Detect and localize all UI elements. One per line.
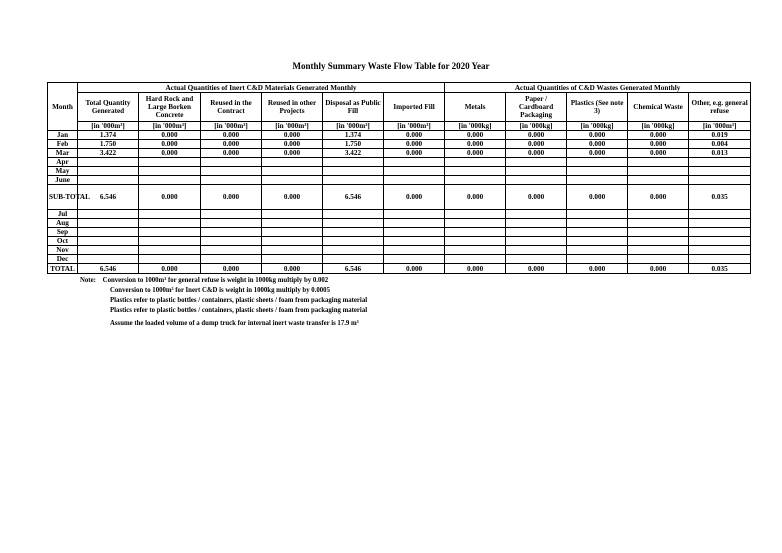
value-cell (201, 176, 262, 185)
value-cell (384, 246, 445, 255)
month-cell: Dec (48, 255, 78, 264)
value-cell (567, 255, 628, 264)
table-row (48, 167, 751, 176)
value-cell (445, 176, 506, 185)
unit-cell: [in '000kg] (628, 122, 689, 131)
value-cell (262, 210, 323, 219)
column-header: Reused in the Contract (201, 93, 262, 122)
value-cell: 0.000 (262, 185, 323, 210)
value-cell (139, 167, 201, 176)
value-cell: 0.000 (139, 149, 201, 158)
unit-cell: [in '000kg] (445, 122, 506, 131)
column-header: Paper / Cardboard Packaging (506, 93, 567, 122)
value-cell (567, 176, 628, 185)
unit-cell: [in '000m³] (201, 122, 262, 131)
value-cell (689, 158, 751, 167)
value-cell (139, 228, 201, 237)
value-cell: 0.000 (506, 264, 567, 274)
month-cell: Sep (48, 228, 78, 237)
note-line-3: Plastics refer to plastic bottles / containers, plastic sheets / foam from packaging material (110, 297, 368, 304)
value-cell: 0.000 (506, 140, 567, 149)
value-cell (445, 246, 506, 255)
table-row (48, 246, 751, 255)
table-row (48, 176, 751, 185)
value-cell (323, 219, 384, 228)
month-cell: SUB-TOTAL (48, 185, 78, 210)
value-cell: 0.000 (567, 131, 628, 140)
value-cell: 0.035 (689, 185, 751, 210)
value-cell: 0.000 (384, 131, 445, 140)
value-cell (78, 176, 139, 185)
value-cell (567, 210, 628, 219)
value-cell (78, 219, 139, 228)
column-header: Chemical Waste (628, 93, 689, 122)
value-cell (139, 246, 201, 255)
value-cell: 1.750 (78, 140, 139, 149)
table-row (48, 131, 751, 140)
value-cell: 0.000 (628, 185, 689, 210)
value-cell: 0.000 (445, 131, 506, 140)
value-cell: 6.546 (323, 264, 384, 274)
column-header: Metals (445, 93, 506, 122)
value-cell (201, 158, 262, 167)
value-cell (139, 158, 201, 167)
value-cell (567, 246, 628, 255)
month-cell: Mar (48, 149, 78, 158)
value-cell: 0.000 (445, 264, 506, 274)
unit-cell: [in '000kg] (506, 122, 567, 131)
month-cell: Apr (48, 158, 78, 167)
value-cell (201, 219, 262, 228)
value-cell (384, 228, 445, 237)
value-cell (384, 176, 445, 185)
value-cell (262, 246, 323, 255)
value-cell (506, 176, 567, 185)
month-cell: Jul (48, 210, 78, 219)
table-row (48, 228, 751, 237)
table-row (48, 237, 751, 246)
note-line-2: Conversion to 1000m³ for Inert C&D is weight in 1000kg multiply by 0.0005 (110, 287, 330, 294)
value-cell: 0.000 (567, 149, 628, 158)
value-cell (689, 210, 751, 219)
value-cell (445, 255, 506, 264)
table-row (48, 255, 751, 264)
value-cell: 0.019 (689, 131, 751, 140)
month-cell: Nov (48, 246, 78, 255)
value-cell (628, 167, 689, 176)
value-cell (201, 237, 262, 246)
value-cell (139, 237, 201, 246)
column-header: Hard Rock and Large Borken Concrete (139, 93, 201, 122)
value-cell (262, 167, 323, 176)
table-row (48, 219, 751, 228)
value-cell (201, 228, 262, 237)
value-cell (689, 246, 751, 255)
value-cell: 0.000 (384, 185, 445, 210)
column-header: Imported Fill (384, 93, 445, 122)
value-cell (139, 255, 201, 264)
group-header-inert: Actual Quantities of Inert C&D Materials Generated Monthly (78, 83, 445, 93)
value-cell: 3.422 (323, 149, 384, 158)
value-cell (78, 255, 139, 264)
value-cell (567, 219, 628, 228)
value-cell (506, 158, 567, 167)
value-cell (323, 237, 384, 246)
value-cell (78, 167, 139, 176)
value-cell (78, 228, 139, 237)
value-cell (628, 255, 689, 264)
unit-cell: [in '000m³] (384, 122, 445, 131)
value-cell (567, 158, 628, 167)
table-row (48, 185, 751, 210)
column-header: Disposal as Public Fill (323, 93, 384, 122)
table-row (48, 210, 751, 219)
value-cell: 1.374 (323, 131, 384, 140)
value-cell: 0.000 (262, 131, 323, 140)
value-cell: 0.000 (201, 185, 262, 210)
value-cell (506, 228, 567, 237)
value-cell (139, 210, 201, 219)
value-cell (262, 255, 323, 264)
value-cell (384, 219, 445, 228)
value-cell (445, 167, 506, 176)
value-cell (323, 228, 384, 237)
value-cell (689, 176, 751, 185)
value-cell (384, 158, 445, 167)
unit-cell: [in '000m³] (323, 122, 384, 131)
value-cell (323, 158, 384, 167)
month-cell: Jan (48, 131, 78, 140)
value-cell (628, 246, 689, 255)
column-header: Plastics (See note 3) (567, 93, 628, 122)
value-cell (139, 219, 201, 228)
value-cell (506, 219, 567, 228)
value-cell (323, 246, 384, 255)
month-cell: Feb (48, 140, 78, 149)
value-cell: 0.000 (384, 140, 445, 149)
value-cell (628, 210, 689, 219)
unit-cell: [in '000m³] (139, 122, 201, 131)
unit-cell: [in '000m³] (262, 122, 323, 131)
value-cell: 0.000 (506, 185, 567, 210)
group-header-row (48, 83, 751, 93)
value-cell (384, 255, 445, 264)
value-cell: 3.422 (78, 149, 139, 158)
value-cell: 0.000 (628, 264, 689, 274)
page-title: Monthly Summary Waste Flow Table for 2020 Year (292, 61, 490, 71)
value-cell (323, 210, 384, 219)
value-cell (201, 255, 262, 264)
note-line-1: Note: Conversion to 1000m³ for general refuse is weight in 1000kg multiply by 0.002 (80, 277, 329, 284)
value-cell: 0.000 (139, 140, 201, 149)
note-line-5: Assume the loaded volume of a dump truck for internal inert waste transfer is 17.9 m³ (110, 320, 359, 327)
value-cell: 0.000 (567, 264, 628, 274)
value-cell: 0.000 (628, 131, 689, 140)
value-cell (506, 237, 567, 246)
value-cell: 0.000 (506, 149, 567, 158)
value-cell: 0.000 (445, 149, 506, 158)
value-cell (567, 167, 628, 176)
month-cell: Aug (48, 219, 78, 228)
value-cell (384, 210, 445, 219)
month-cell: May (48, 167, 78, 176)
value-cell: 0.013 (689, 149, 751, 158)
value-cell (384, 167, 445, 176)
value-cell (323, 176, 384, 185)
unit-cell: [in '000m³] (689, 122, 751, 131)
value-cell (506, 255, 567, 264)
column-header-row (48, 93, 751, 122)
value-cell (628, 237, 689, 246)
value-cell: 0.000 (139, 264, 201, 274)
value-cell (139, 176, 201, 185)
value-cell (506, 167, 567, 176)
value-cell: 0.000 (628, 140, 689, 149)
value-cell (384, 237, 445, 246)
value-cell: 0.000 (201, 140, 262, 149)
value-cell (78, 210, 139, 219)
note-label: Note: (80, 277, 96, 284)
value-cell: 6.546 (323, 185, 384, 210)
column-header: Reused in other Projects (262, 93, 323, 122)
value-cell (689, 237, 751, 246)
value-cell: 0.000 (201, 149, 262, 158)
value-cell (78, 246, 139, 255)
value-cell: 0.000 (445, 185, 506, 210)
value-cell (78, 237, 139, 246)
unit-row (48, 122, 751, 131)
value-cell (445, 158, 506, 167)
value-cell (628, 219, 689, 228)
value-cell: 0.000 (567, 140, 628, 149)
table-row (48, 140, 751, 149)
value-cell: 0.000 (139, 131, 201, 140)
table-row (48, 264, 751, 274)
value-cell: 1.750 (323, 140, 384, 149)
value-cell (323, 167, 384, 176)
value-cell (628, 176, 689, 185)
column-header: Total Quantity Generated (78, 93, 139, 122)
table-row (48, 149, 751, 158)
value-cell: 0.000 (445, 140, 506, 149)
value-cell (262, 158, 323, 167)
notes (80, 276, 367, 329)
value-cell (323, 255, 384, 264)
value-cell (445, 237, 506, 246)
value-cell (689, 167, 751, 176)
value-cell (262, 176, 323, 185)
value-cell (201, 167, 262, 176)
value-cell (201, 210, 262, 219)
value-cell (262, 228, 323, 237)
group-header-wastes: Actual Quantities of C&D Wastes Generated Monthly (445, 83, 751, 93)
value-cell (445, 210, 506, 219)
value-cell: 0.000 (201, 264, 262, 274)
value-cell (78, 158, 139, 167)
value-cell: 1.374 (78, 131, 139, 140)
value-cell (506, 210, 567, 219)
value-cell (689, 255, 751, 264)
value-cell: 6.546 (78, 264, 139, 274)
value-cell (201, 246, 262, 255)
value-cell (689, 219, 751, 228)
col-header-month: Month (48, 83, 78, 131)
column-header: Other, e.g. general refuse (689, 93, 751, 122)
value-cell: 0.000 (384, 264, 445, 274)
value-cell: 0.000 (628, 149, 689, 158)
month-cell: TOTAL (48, 264, 78, 274)
value-cell: 0.000 (384, 149, 445, 158)
value-cell: 0.000 (506, 131, 567, 140)
value-cell (262, 219, 323, 228)
month-cell: Oct (48, 237, 78, 246)
unit-cell: [in '000m³] (78, 122, 139, 131)
value-cell (262, 237, 323, 246)
value-cell: 0.000 (139, 185, 201, 210)
value-cell: 6.546 (78, 185, 139, 210)
value-cell: 0.000 (262, 264, 323, 274)
value-cell (567, 228, 628, 237)
value-cell (567, 237, 628, 246)
value-cell: 0.035 (689, 264, 751, 274)
table-row (48, 158, 751, 167)
month-cell: June (48, 176, 78, 185)
unit-cell: [in '000kg] (567, 122, 628, 131)
value-cell (628, 158, 689, 167)
value-cell (506, 246, 567, 255)
value-cell: 0.000 (262, 140, 323, 149)
value-cell: 0.000 (262, 149, 323, 158)
value-cell: 0.000 (201, 131, 262, 140)
value-cell: 0.004 (689, 140, 751, 149)
value-cell (628, 228, 689, 237)
value-cell (445, 228, 506, 237)
value-cell: 0.000 (567, 185, 628, 210)
note-line-4: Plastics refer to plastic bottles / containers, plastic sheets / foam from packaging material (110, 307, 368, 314)
value-cell (689, 228, 751, 237)
waste-flow-table (47, 82, 751, 274)
value-cell (445, 219, 506, 228)
